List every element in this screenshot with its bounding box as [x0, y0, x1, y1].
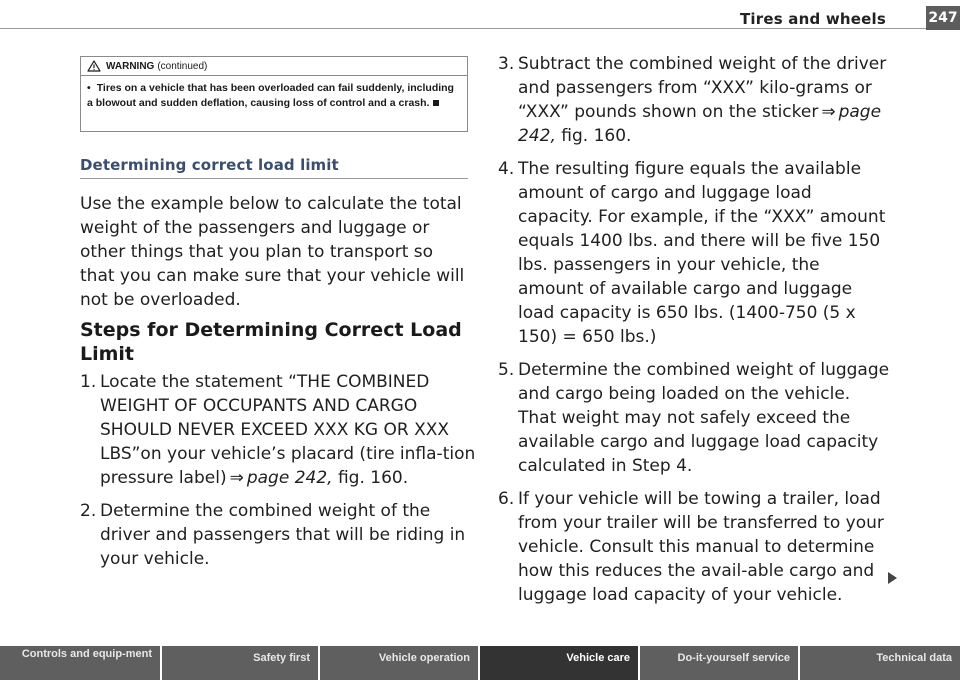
step-item — [498, 358, 890, 478]
warning-body-text: Tires on a vehicle that has been overloaded can fail suddenly, including a blowout and sudden deflation, causing loss of control and a crash. — [87, 82, 454, 109]
step-text: If your vehicle will be towing a trailer, load from your trailer will be transferred to your vehicle. Consult this manual to determine how this reduces the avail-able cargo and luggage load capacity of your vehicle. — [518, 489, 884, 605]
warning-label: WARNING — [106, 60, 155, 72]
nav-tab-vehicle-operation[interactable]: Vehicle operation — [320, 646, 480, 680]
step-number: 4. — [498, 159, 515, 179]
page-reference-link[interactable]: page 242, — [246, 468, 333, 488]
step-text — [518, 52, 890, 148]
warning-triangle-icon — [87, 60, 101, 72]
step-number: 6. — [498, 489, 515, 509]
warning-sub-label: (continued) — [157, 60, 208, 72]
step-text: The resulting figure equals the available amount of cargo and luggage load capacity. For example, if the “XXX” amount equals 1400 lbs. and there will be five 150 lbs. passengers in your vehicle, the amount of available cargo and luggage load capacity is 650 lbs. (1400-750 (5 x 150) = 650 lbs.) — [518, 159, 886, 347]
warning-text — [81, 76, 467, 111]
section-title: Determining correct load limit — [80, 156, 339, 174]
step-text: Determine the combined weight of the driver and passengers that will be riding in your vehicle. — [100, 501, 466, 569]
step-item — [498, 52, 890, 148]
steps-title: Steps for Determining Correct Load Limit — [80, 319, 462, 365]
section-rule — [80, 178, 468, 179]
nav-tab-safety[interactable]: Safety first — [162, 646, 320, 680]
ref-arrow-icon: ⇒ — [229, 468, 244, 488]
intro-paragraph: Use the example below to calculate the total weight of the passengers and luggage or other things that you plan to transport so that you can make sure that your vehicle will not be overloaded. — [80, 194, 465, 310]
warning-box — [80, 56, 468, 132]
footer-nav — [0, 646, 960, 680]
figure-reference: fig. 160. — [555, 126, 632, 146]
step-text — [100, 370, 476, 490]
step-item — [80, 499, 476, 571]
step-number: 1. — [80, 372, 97, 392]
page-reference-link[interactable]: page 242, — [518, 102, 882, 146]
step-text: Determine the combined weight of luggage and cargo being loaded on the vehicle. That weight may not safely exceed the available cargo and luggage load capacity calculated in Step 4. — [518, 360, 890, 476]
nav-tab-diy-service[interactable]: Do-it-yourself service — [640, 646, 800, 680]
step-item — [498, 157, 890, 349]
step-item — [498, 487, 890, 607]
step-number: 3. — [498, 54, 515, 74]
nav-tab-technical-data[interactable]: Technical data — [876, 652, 952, 664]
steps-list-left — [80, 370, 476, 580]
continue-arrow-icon[interactable] — [888, 572, 897, 584]
warning-bullet: • — [87, 82, 91, 94]
page-number: 247 — [926, 6, 960, 30]
nav-tab-vehicle-care[interactable]: Vehicle care — [480, 646, 640, 680]
warning-header — [81, 57, 467, 76]
running-head: Tires and wheels — [739, 10, 886, 28]
nav-tab-controls[interactable]: Controls and equip-ment — [0, 646, 162, 680]
step-number: 2. — [80, 501, 97, 521]
step-body: Subtract the combined weight of the driver and passengers from “XXX” kilo-grams or “XXX” pounds shown on the sticker — [518, 54, 887, 122]
step-body: Locate the statement “THE COMBINED WEIGHT OF OCCUPANTS AND CARGO SHOULD NEVER EXCEED XXX KG OR XXX LBS”on your vehicle’s placard (tire infla-tion pressure label) — [100, 372, 476, 488]
step-number: 5. — [498, 360, 515, 380]
steps-list-right — [498, 52, 890, 616]
ref-arrow-icon: ⇒ — [821, 102, 836, 122]
figure-reference: fig. 160. — [332, 468, 409, 488]
header-rule — [0, 28, 926, 29]
end-of-section-icon — [433, 100, 439, 106]
step-item — [80, 370, 476, 490]
